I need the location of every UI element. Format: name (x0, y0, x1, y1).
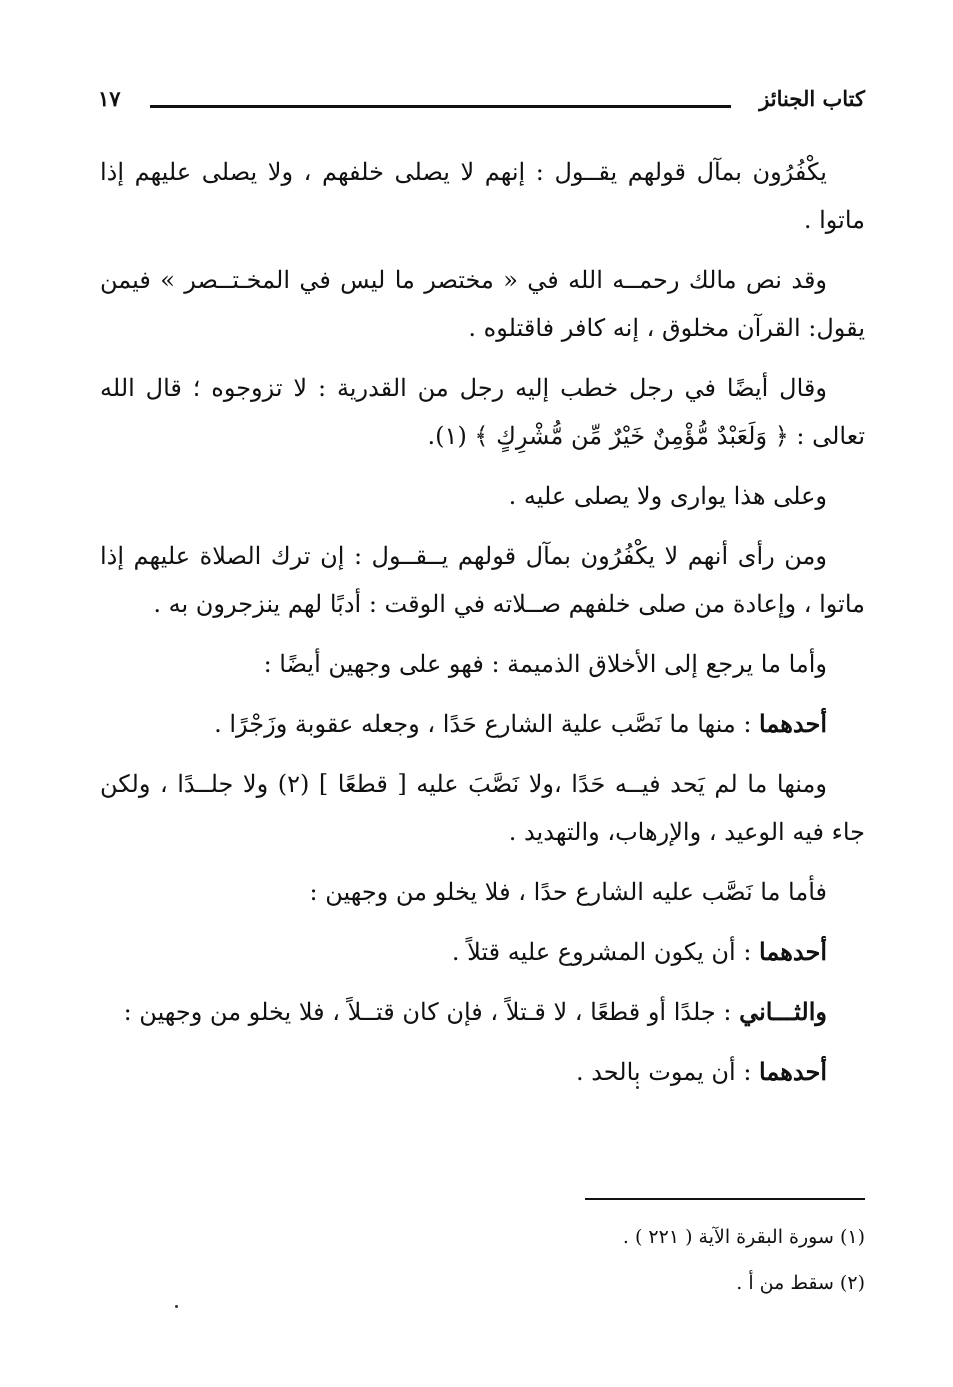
paragraph-text: وقد نص مالك رحمــه الله في « مختصر ما ليس في المخـتــصر » فيمن يقول: القرآن مخلوق ، إنه كافر فاقتلوه . (100, 266, 865, 342)
paragraph-text: : أن يكون المشروع عليه قتلاً . (451, 938, 760, 966)
paragraph-text: وقال أيضًا في رجل خطب إليه رجل من القدرية : لا تزوجوه ؛ قال الله تعالى : ﴿ وَلَعَبْدٌ مُّؤْمِنٌ خَيْرٌ مِّن مُّشْرِكٍ ﴾ (١). (100, 374, 865, 450)
page-number: ١٧ (98, 86, 121, 111)
paragraph-text: : منها ما نَصَّب علية الشارع حَدًا ، وجعله عقوبة وزَجْرًا . (214, 710, 760, 738)
paragraph (100, 472, 865, 520)
bold-term: والثـــاني (739, 997, 827, 1026)
bold-term: أحدهما (759, 1057, 827, 1086)
header-rule (150, 105, 731, 108)
paragraph (100, 760, 865, 856)
paragraph (100, 148, 865, 244)
paragraph (100, 532, 865, 628)
footnote: (٢) سقط من أ . (736, 1272, 865, 1294)
paragraph (100, 928, 865, 976)
scan-speck (175, 1305, 178, 1308)
paragraph-text: ومن رأى أنهم لا يكْفُرُون بمآل قولهم يــقــول : إن ترك الصلاة عليهم إذا ماتوا ، وإعادة من صلى خلفهم صــلاته في الوقت : أدبًا لهم ينزجرون به . (100, 542, 865, 618)
paragraph-text: : جلدًا أو قطعًا ، لا قـتلاً ، فإن كان قتــلاً ، فلا يخلو من وجهين : (123, 998, 740, 1026)
paragraph (100, 1048, 865, 1096)
paragraph (100, 700, 865, 748)
bold-term: أحدهما (759, 709, 827, 738)
running-header-title: كتاب الجنائز (759, 86, 865, 111)
paragraph-text: وعلى هذا يوارى ولا يصلى عليه . (508, 482, 827, 510)
paragraph (100, 640, 865, 688)
paragraph (100, 256, 865, 352)
paragraph (100, 364, 865, 460)
paragraph-text: : أن يموت بالحد . (575, 1058, 760, 1086)
footnotes (100, 1218, 865, 1310)
paragraph-text: فأما ما نَصَّب عليه الشارع حدًا ، فلا يخلو من وجهين : (309, 878, 827, 906)
paragraph-text: يكْفُرُون بمآل قولهم يقــول : إنهم لا يصلى خلفهم ، ولا يصلى عليهم إذا ماتوا . (100, 158, 865, 234)
footnote: (١) سورة البقرة الآية ( ٢٢١ ) . (622, 1226, 865, 1248)
paragraph-text: وأما ما يرجع إلى الأخلاق الذميمة : فهو على وجهين أيضًا : (263, 650, 827, 678)
body-text (100, 148, 865, 1108)
paragraph-text: ومنها ما لم يَحد فيــه حَدًا ،ولا نَصَّبَ عليه [ قطعًا ] (٢) ولا جلــدًا ، ولكن جاء فيه الوعيد ، والإرهاب، والتهديد . (100, 770, 865, 846)
footnote-separator (585, 1198, 865, 1200)
bold-term: أحدهما (759, 937, 827, 966)
paragraph (100, 868, 865, 916)
paragraph (100, 988, 865, 1036)
scan-speck (636, 1086, 639, 1089)
